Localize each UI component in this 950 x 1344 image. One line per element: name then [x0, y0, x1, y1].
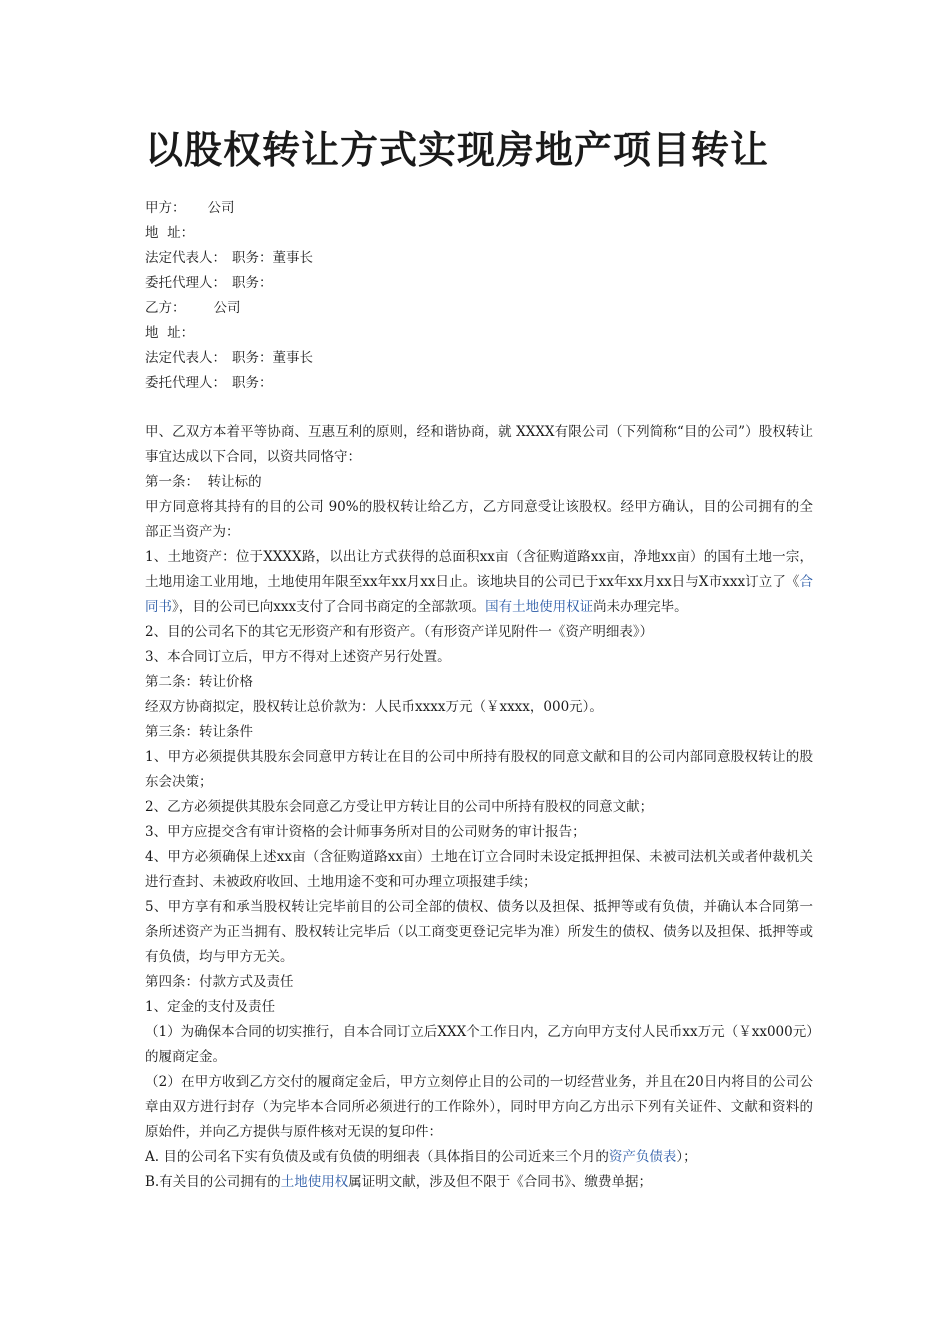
- party-a-agent-position: 职务：: [232, 275, 273, 291]
- intro-paragraph: 甲、乙双方本着平等协商、互惠互利的原则，经和谐协商，就 XXXX有限公司（下列简称“目的公司”）股权转让事宜达成以下合同，以资共同恪守：: [145, 424, 813, 465]
- party-b-agent: 委托代理人： 职务：: [145, 375, 273, 391]
- article-2-paragraph: 经双方协商拟定，股权转让总价款为：人民币xxxx万元（￥xxxx，000元）。: [145, 699, 603, 715]
- land-use-certificate-link[interactable]: 国有土地使用权证: [485, 599, 594, 615]
- party-a-label: 甲方：: [145, 200, 186, 216]
- article-4-paragraph-2: （2）在甲方收到乙方交付的履商定金后，甲方立刻停止目的公司的一切经营业务，并且在20日内将目的公司公章由双方进行封存（为完毕本合同所必须进行的工作除外），同时甲方向乙方出示下列有关证件、文献和资料的原始件，并向乙方提供与原件核对无误的复印件：: [145, 1074, 813, 1140]
- party-b-address: 地 址：: [145, 325, 195, 341]
- document-title: 以股权转让方式实现房地产项目转让: [145, 128, 770, 172]
- article-2-title: 第二条：转让价格: [145, 674, 253, 690]
- article-4-item-a: A. 目的公司名下实有负债及或有负债的明细表（具体指目的公司近来三个月的资产负债表）；: [145, 1149, 697, 1165]
- article-3-item-2: 2、乙方必须提供其股东会同意乙方受让甲方转让目的公司中所持有股权的同意文献；: [145, 799, 654, 815]
- party-b-company: 公司: [213, 300, 241, 316]
- party-a-line: [145, 196, 815, 221]
- article-4-title: 第四条：付款方式及责任: [145, 974, 294, 990]
- party-b-agent-position: 职务：: [232, 375, 273, 391]
- contract-body: [145, 420, 813, 1195]
- article-3-item-3: 3、甲方应提交含有审计资格的会计师事务所对目的公司财务的审计报告；: [145, 824, 586, 840]
- party-a-agent: 委托代理人： 职务：: [145, 275, 273, 291]
- party-a-company: 公司: [207, 200, 235, 216]
- article-3-item-1: 1、甲方必须提供其股东会同意甲方转让在目的公司中所持有股权的同意文献和目的公司内部同意股权转让的股东会决策；: [145, 749, 813, 790]
- article-4-item-b: B.有关目的公司拥有的土地使用权属证明文献，涉及但不限于《合同书》、缴费单据；: [145, 1174, 652, 1190]
- contract-link[interactable]: 合同书: [145, 574, 814, 615]
- party-a-legal-rep: 法定代表人： 职务：董事长: [145, 250, 313, 266]
- balance-sheet-link[interactable]: 资产负债表: [608, 1149, 677, 1165]
- article-3-item-4: 4、甲方必须确保上述xx亩（含征购道路xx亩）土地在订立合同时未设定抵押担保、未被司法机关或者仲裁机关进行查封、未被政府收回、土地用途不变和可办理立项报建手续；: [145, 849, 813, 890]
- party-b-line: [145, 296, 815, 321]
- article-1-title: 第一条： 转让标的: [145, 474, 262, 490]
- article-1-item-2: 2、目的公司名下的其它无形资产和有形资产。（有形资产详见附件一《资产明细表》）: [145, 624, 654, 640]
- party-b-legal-rep-position: 职务：董事长: [232, 350, 313, 366]
- article-3-item-5: 5、甲方享有和承当股权转让完毕前目的公司全部的债权、债务以及担保、抵押等或有负债，并确认本合同第一条所述资产为正当拥有、股权转让完毕后（以工商变更登记完毕为准）所发生的债权、债务以及担保、抵押等或有负债，均与甲方无关。: [145, 899, 813, 965]
- article-1-paragraph: 甲方同意将其持有的目的公司 90%的股权转让给乙方，乙方同意受让该股权。经甲方确认，目的公司拥有的全部正当资产为：: [145, 499, 813, 540]
- article-3-title: 第三条：转让条件: [145, 724, 253, 740]
- party-b-legal-rep: 法定代表人： 职务：董事长: [145, 350, 313, 366]
- party-a-legal-rep-position: 职务：董事长: [232, 250, 313, 266]
- land-use-right-link[interactable]: 土地使用权: [280, 1174, 349, 1190]
- party-b-label: 乙方：: [145, 300, 186, 316]
- party-a-address: 地 址：: [145, 225, 195, 241]
- article-1-item-1: 1、土地资产：位于XXXX路，以出让方式获得的总面积xx亩（含征购道路xx亩，净地xx亩）的国有土地一宗，土地用途工业用地，土地使用年限至xx年xx月xx日止。该地块目的公司已于xx年xx月xx日与X市xxx订立了《合同书》，目的公司已向xxx支付了合同书商定的全部款项。国有土地使用权证尚未办理完毕。: [145, 549, 814, 615]
- article-4-sub-1: 1、定金的支付及责任: [145, 999, 276, 1015]
- parties-block: [145, 196, 815, 396]
- article-4-paragraph-1: （1）为确保本合同的切实推行，自本合同订立后XXX个工作日内，乙方向甲方支付人民币xx万元（￥xx000元）的履商定金。: [145, 1024, 813, 1065]
- article-1-item-3: 3、本合同订立后，甲方不得对上述资产另行处置。: [145, 649, 451, 665]
